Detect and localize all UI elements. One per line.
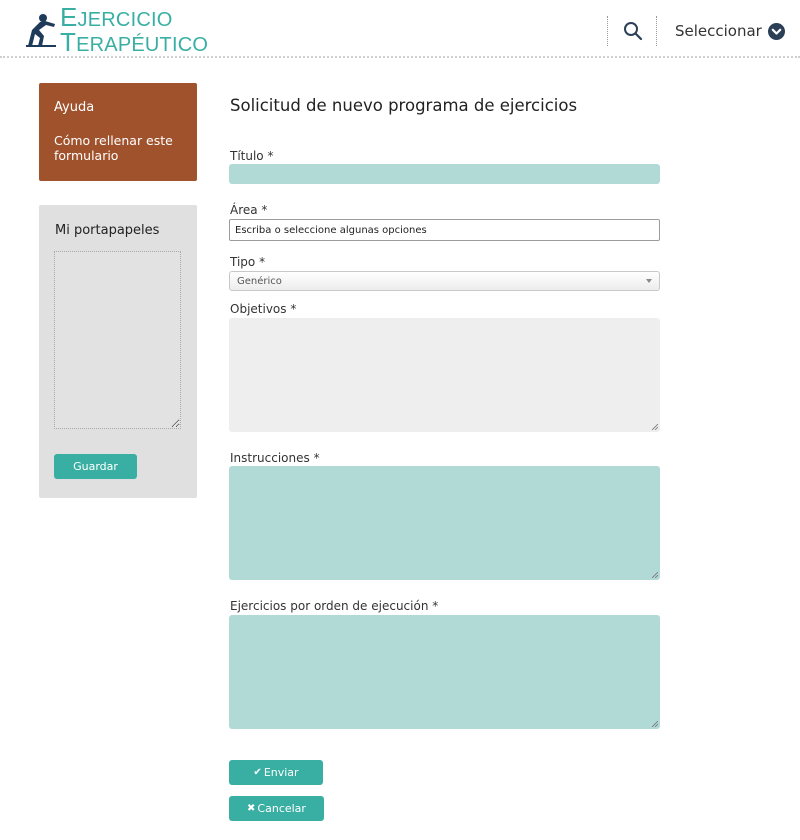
help-form-link[interactable]: Cómo rellenar este formulario — [54, 133, 173, 163]
titulo-label: Título * — [230, 149, 274, 163]
area-input-value: Escriba o seleccione algunas opciones — [235, 224, 427, 236]
search-button[interactable] — [622, 20, 644, 42]
logo-word-2: ERAPÉUTICO — [76, 34, 209, 56]
ejercicios-textarea[interactable] — [229, 615, 660, 729]
resize-grip-icon[interactable] — [652, 424, 658, 430]
logo-text — [60, 2, 209, 57]
close-icon: ✖ — [247, 803, 256, 814]
tipo-label: Tipo * — [230, 255, 266, 269]
site-logo[interactable] — [24, 2, 209, 57]
instrucciones-textarea[interactable] — [229, 466, 660, 580]
help-title: Ayuda — [54, 100, 95, 115]
logo-word-1: JERCICIO — [77, 9, 173, 31]
objetivos-label: Objetivos * — [230, 302, 297, 316]
page-title: Solicitud de nuevo programa de ejercicios — [230, 96, 578, 115]
select-menu-button[interactable] — [675, 19, 785, 43]
tipo-select[interactable] — [229, 271, 660, 291]
dropdown-arrow-icon — [646, 279, 652, 283]
help-panel — [39, 83, 197, 181]
clipboard-title: Mi portapapeles — [55, 223, 160, 238]
header-divider — [656, 16, 657, 46]
top-header — [0, 0, 800, 58]
titulo-input[interactable] — [229, 164, 660, 184]
logo-initial-1: E — [60, 2, 78, 32]
submit-button[interactable] — [229, 760, 323, 785]
resize-grip-icon[interactable] — [652, 721, 658, 727]
search-icon — [622, 20, 644, 42]
area-label: Área * — [230, 203, 268, 217]
tipo-selected-value: Genérico — [237, 275, 282, 287]
exercise-figure-icon — [24, 12, 58, 48]
cancel-label: Cancelar — [257, 802, 306, 815]
select-menu-label: Seleccionar — [675, 22, 762, 40]
chevron-down-circle-icon — [768, 23, 785, 40]
submit-label: Enviar — [263, 766, 299, 779]
ejercicios-label: Ejercicios por orden de ejecución * — [230, 599, 439, 613]
resize-grip-icon[interactable] — [652, 572, 658, 578]
clipboard-textarea[interactable] — [54, 251, 181, 429]
objetivos-textarea[interactable] — [229, 318, 660, 432]
logo-initial-2: T — [60, 27, 77, 57]
header-divider — [607, 16, 608, 46]
clipboard-panel — [39, 205, 197, 498]
instrucciones-label: Instrucciones * — [230, 451, 320, 465]
check-icon: ✔ — [253, 767, 262, 778]
area-input[interactable] — [229, 219, 660, 241]
save-button[interactable]: Guardar — [54, 454, 137, 479]
cancel-button[interactable] — [229, 796, 324, 821]
